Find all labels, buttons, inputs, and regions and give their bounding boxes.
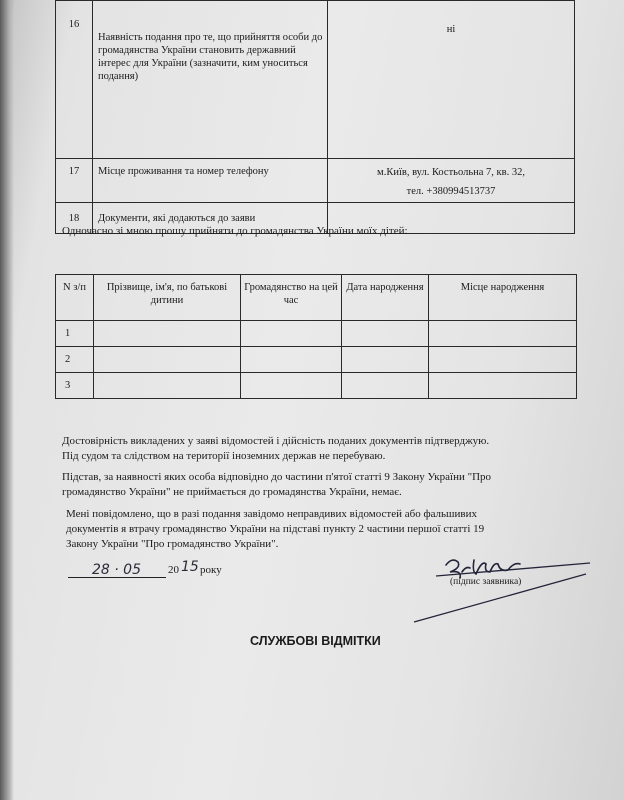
row-number: 2: [56, 347, 94, 373]
row-number: 16: [56, 1, 93, 159]
statement-line: Мені повідомлено, що в разі подання завідомо неправдивих відомостей або фальшивих: [66, 508, 477, 520]
col-header-citizenship: Громадянство на цей час: [241, 275, 342, 321]
statement-line: Закону України "Про громадянство України".: [66, 538, 279, 550]
statement-line: громадянство України" не приймається до громадянства України, немає.: [62, 486, 402, 498]
row-value: ні: [328, 1, 575, 159]
col-header-name: Прізвище, ім'я, по батькові дитини: [94, 275, 241, 321]
row-label: Місце проживання та номер телефону: [93, 159, 328, 203]
address-line: м.Київ, вул. Костьольна 7, кв. 32,: [377, 167, 525, 178]
phone-line: тел. +380994513737: [406, 186, 496, 197]
statement-line: документів я втрачу громадянство України на підставі пункту 2 частини першої статті 19: [66, 523, 485, 535]
row-number: 18: [56, 203, 93, 234]
children-intro: Одночасно зі мною прошу прийняти до громадянства України моїх дітей:: [62, 225, 408, 237]
official-marks-heading: СЛУЖБОВІ ВІДМІТКИ: [250, 634, 381, 648]
col-header-birthdate: Дата народження: [342, 275, 429, 321]
handwritten-date: 28 · 05: [92, 562, 141, 578]
statement-line: Підстав, за наявності яких особа відповідно до частини п'ятої статті 9 Закону України "Про: [62, 471, 492, 483]
year-prefix: 20: [168, 564, 179, 576]
row-number: 17: [56, 159, 93, 203]
signature-caption: (підпис заявника): [450, 577, 522, 587]
row-label: Документи, які додаються до заяви: [93, 203, 328, 234]
col-header-birthplace: Місце народження: [429, 275, 577, 321]
row-number: 3: [56, 373, 94, 399]
statement-line: Достовірність викладених у заяві відомостей і дійсність поданих документів підтверджую.: [62, 435, 490, 447]
statement-line: Під судом та слідством на території іноземних держав не перебуваю.: [62, 450, 386, 462]
row-number: 1: [56, 321, 94, 347]
year-word: року: [200, 564, 222, 576]
handwritten-year: 15: [181, 559, 199, 575]
row-label: Наявність подання про те, що прийняття особи до громадянства України становить державний інтерес для України (зазначити, ким уноситься подання): [93, 1, 328, 159]
col-header-number: N з/п: [56, 275, 94, 321]
